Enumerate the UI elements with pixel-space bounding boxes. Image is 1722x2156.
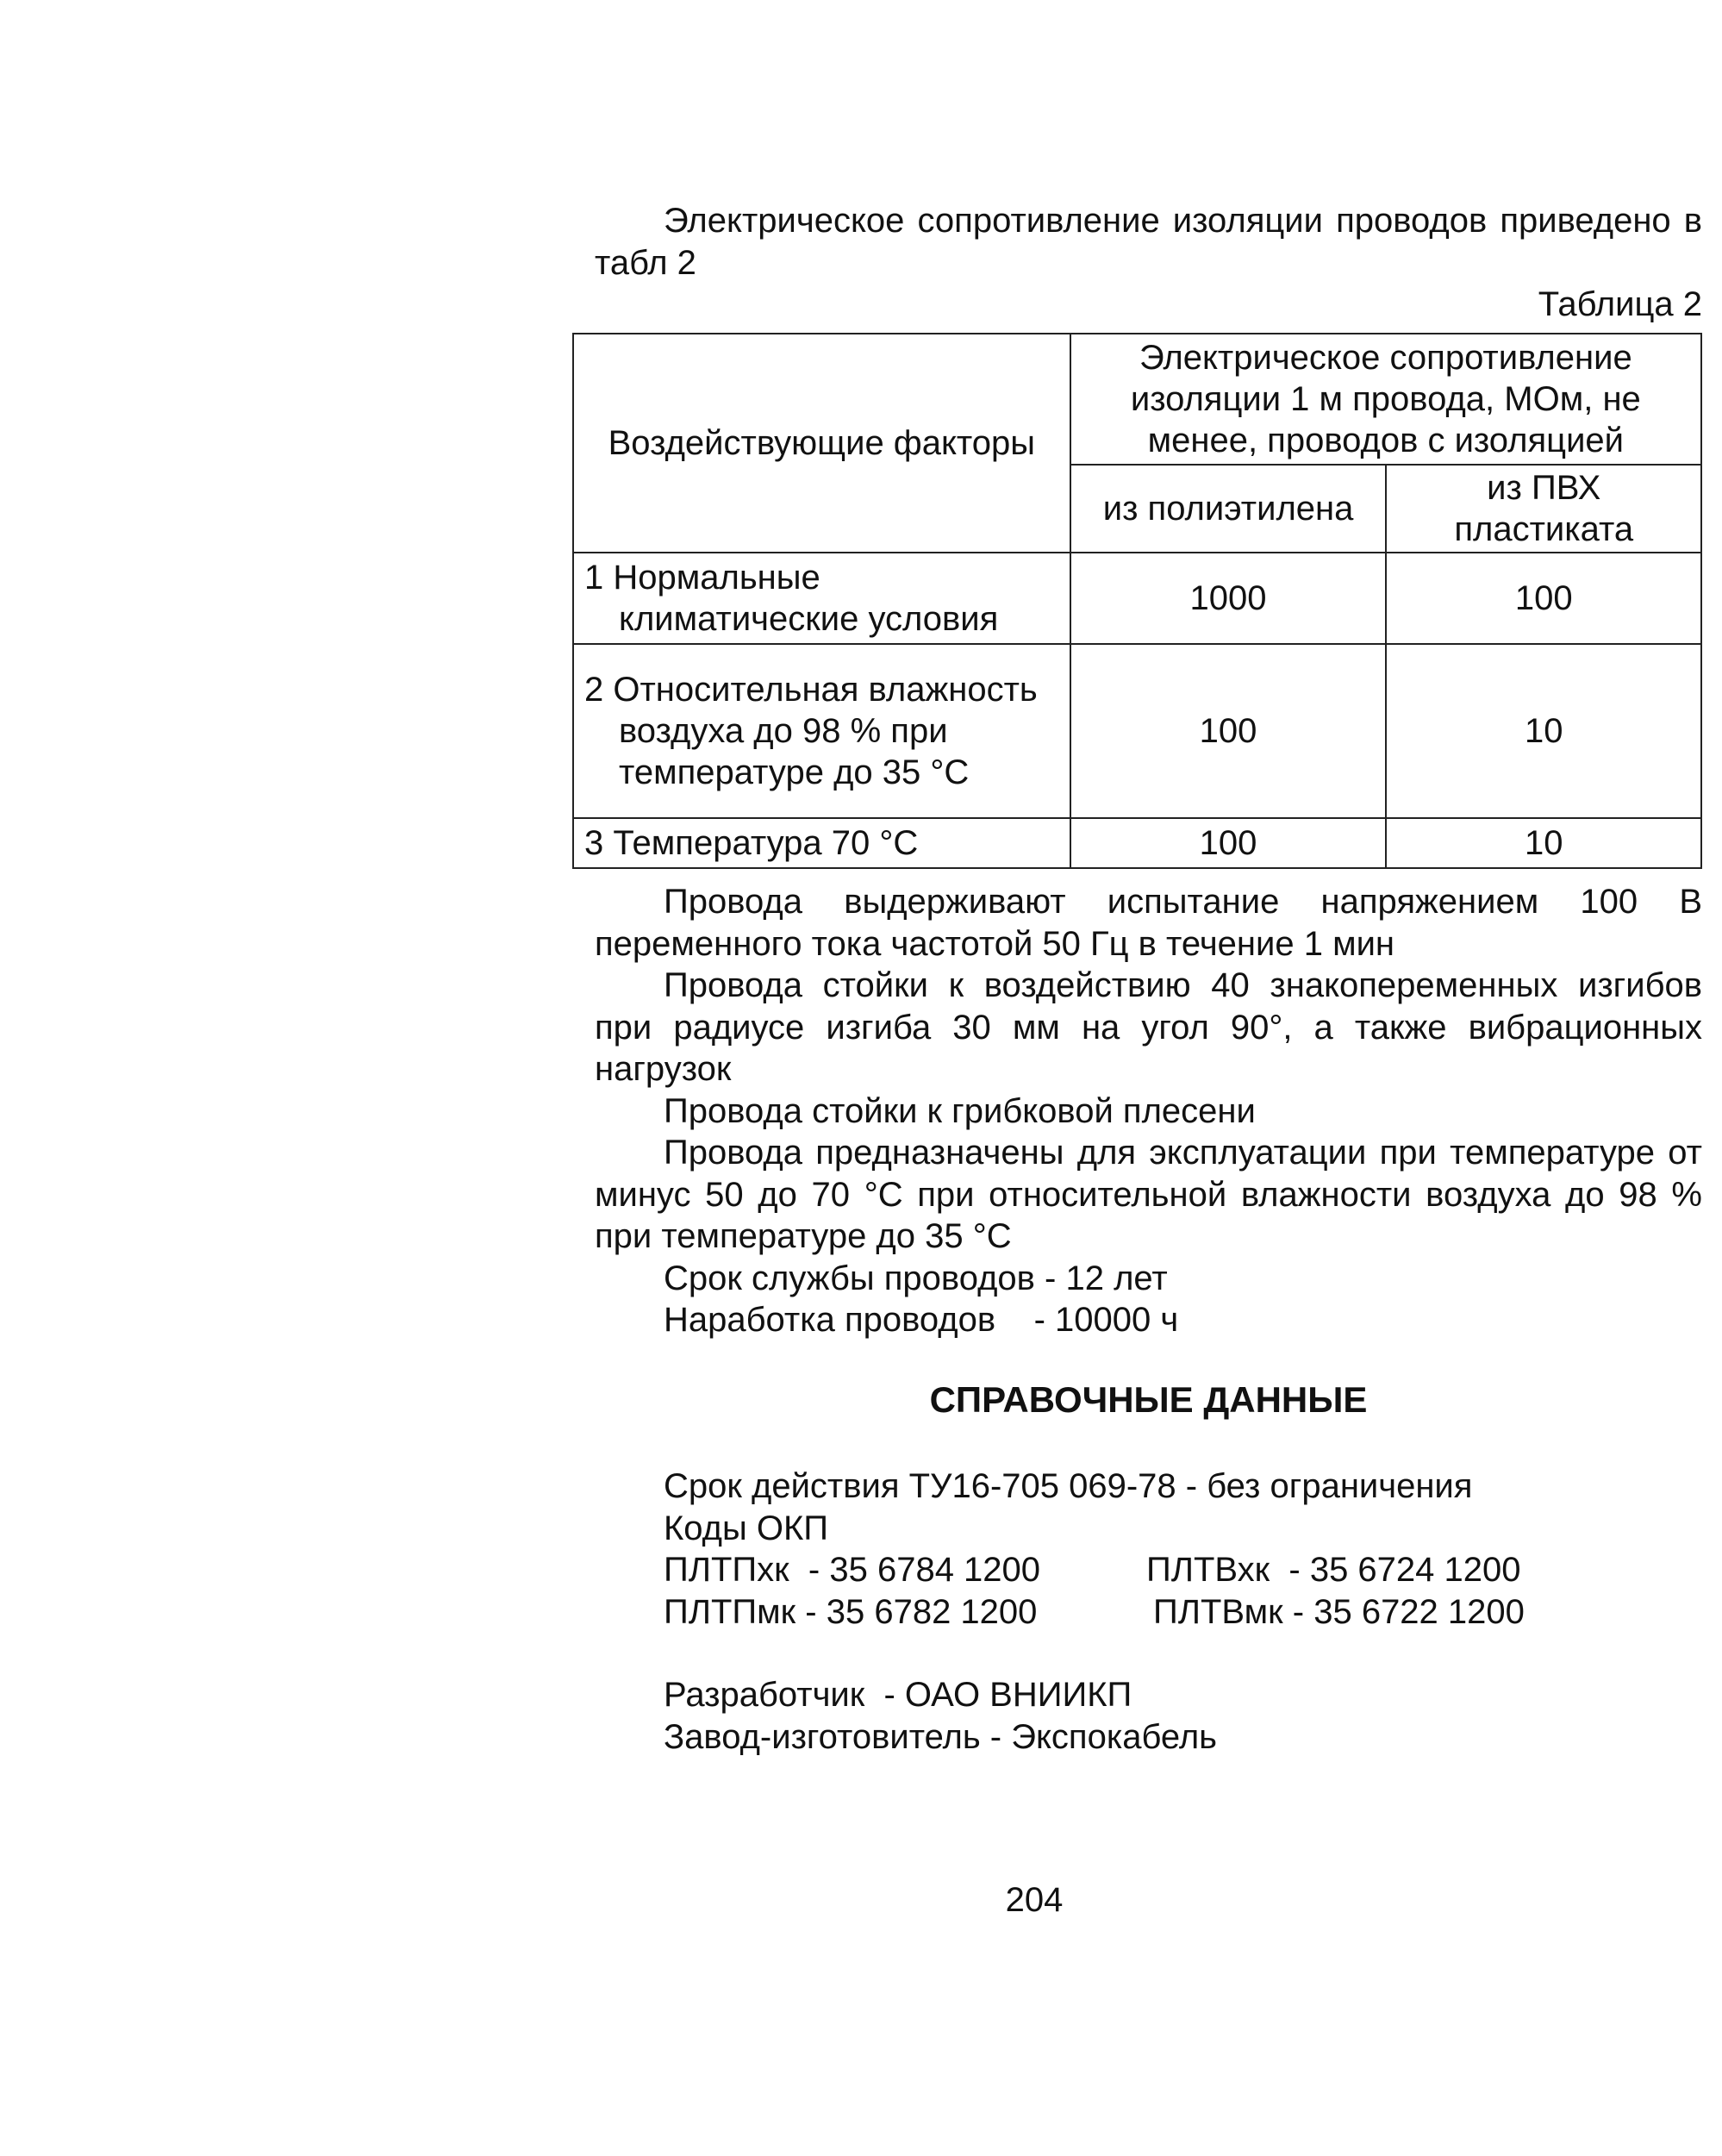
subheader-pvc: из ПВХ пластиката — [1386, 465, 1701, 553]
row-value-pe: 1000 — [1070, 553, 1387, 644]
header-resistance: Электрическое сопротивление изоляции 1 м провода, МОм, не менее, проводов с изоляцией — [1070, 334, 1701, 465]
row-value-pe: 100 — [1070, 644, 1387, 818]
developer-line: Разработчик - ОАО ВНИИКП — [664, 1676, 1132, 1714]
spacer — [664, 1633, 1698, 1674]
header-factors: Воздействующие факторы — [573, 334, 1070, 553]
table-row — [573, 553, 1701, 644]
reference-block — [664, 1465, 1698, 1758]
okp-code: ПЛТВхк - 35 6724 1200 — [1146, 1551, 1521, 1589]
okp-code: ПЛТВмк - 35 6722 1200 — [1153, 1592, 1525, 1631]
table-header-row — [573, 334, 1701, 465]
row-value-pvc: 100 — [1386, 553, 1701, 644]
intro-block — [595, 200, 1702, 325]
table-caption: Таблица 2 — [1538, 285, 1702, 323]
row-value-pe: 100 — [1070, 818, 1387, 868]
row-factor-text: 2 Относительная влажность воздуха до 98 % при температуре до 35 °С — [584, 671, 1038, 791]
paragraph-voltage-test: Провода выдерживают испытание напряжением 100 В переменного тока частотой 50 Гц в течение 1 мин — [595, 883, 1702, 963]
page-number: 204 — [1005, 1881, 1064, 1919]
paragraph-operating-time: Наработка проводов - 10000 ч — [664, 1301, 1179, 1339]
table-row — [573, 644, 1701, 818]
requirements-block — [595, 881, 1702, 1341]
okp-codes — [664, 1549, 1698, 1633]
okp-code: ПЛТПмк - 35 6782 1200 — [664, 1592, 1038, 1631]
okp-code: ПЛТПхк - 35 6784 1200 — [664, 1551, 1041, 1589]
row-value-pvc: 10 — [1386, 644, 1701, 818]
intro-paragraph: Электрическое сопротивление изоляции проводов приведено в табл 2 — [595, 202, 1702, 282]
paragraph-bending: Провода стойки к воздействию 40 знакопеременных изгибов при радиусе изгиба 30 мм на угол 90°, а также вибрационных нагрузок — [595, 966, 1702, 1088]
section-title-reference: СПРАВОЧНЫЕ ДАННЫЕ — [929, 1379, 1368, 1420]
paragraph-service-life: Срок службы проводов - 12 лет — [664, 1259, 1168, 1297]
manufacturer-line: Завод-изготовитель - Экспокабель — [664, 1717, 1218, 1756]
row-factor-text: 1 Нормальные климатические условия — [584, 559, 999, 638]
table-row — [573, 818, 1701, 868]
row-factor — [573, 644, 1070, 818]
okp-label: Коды ОКП — [664, 1509, 829, 1547]
row-value-pvc: 10 — [1386, 818, 1701, 868]
row-factor-text: 3 Температура 70 °С — [584, 824, 919, 862]
insulation-resistance-table — [572, 333, 1702, 869]
paragraph-operating-conditions: Провода предназначены для эксплуатации при температуре от минус 50 до 70 °С при относительной влажности воздуха до 98 % при температуре до 35 °С — [595, 1134, 1702, 1255]
subheader-polyethylene: из полиэтилена — [1070, 465, 1387, 553]
row-factor — [573, 818, 1070, 868]
paragraph-fungus: Провода стойки к грибковой плесени — [664, 1091, 1256, 1130]
row-factor — [573, 553, 1070, 644]
validity-line: Срок действия ТУ16-705 069-78 - без ограничения — [664, 1467, 1473, 1505]
